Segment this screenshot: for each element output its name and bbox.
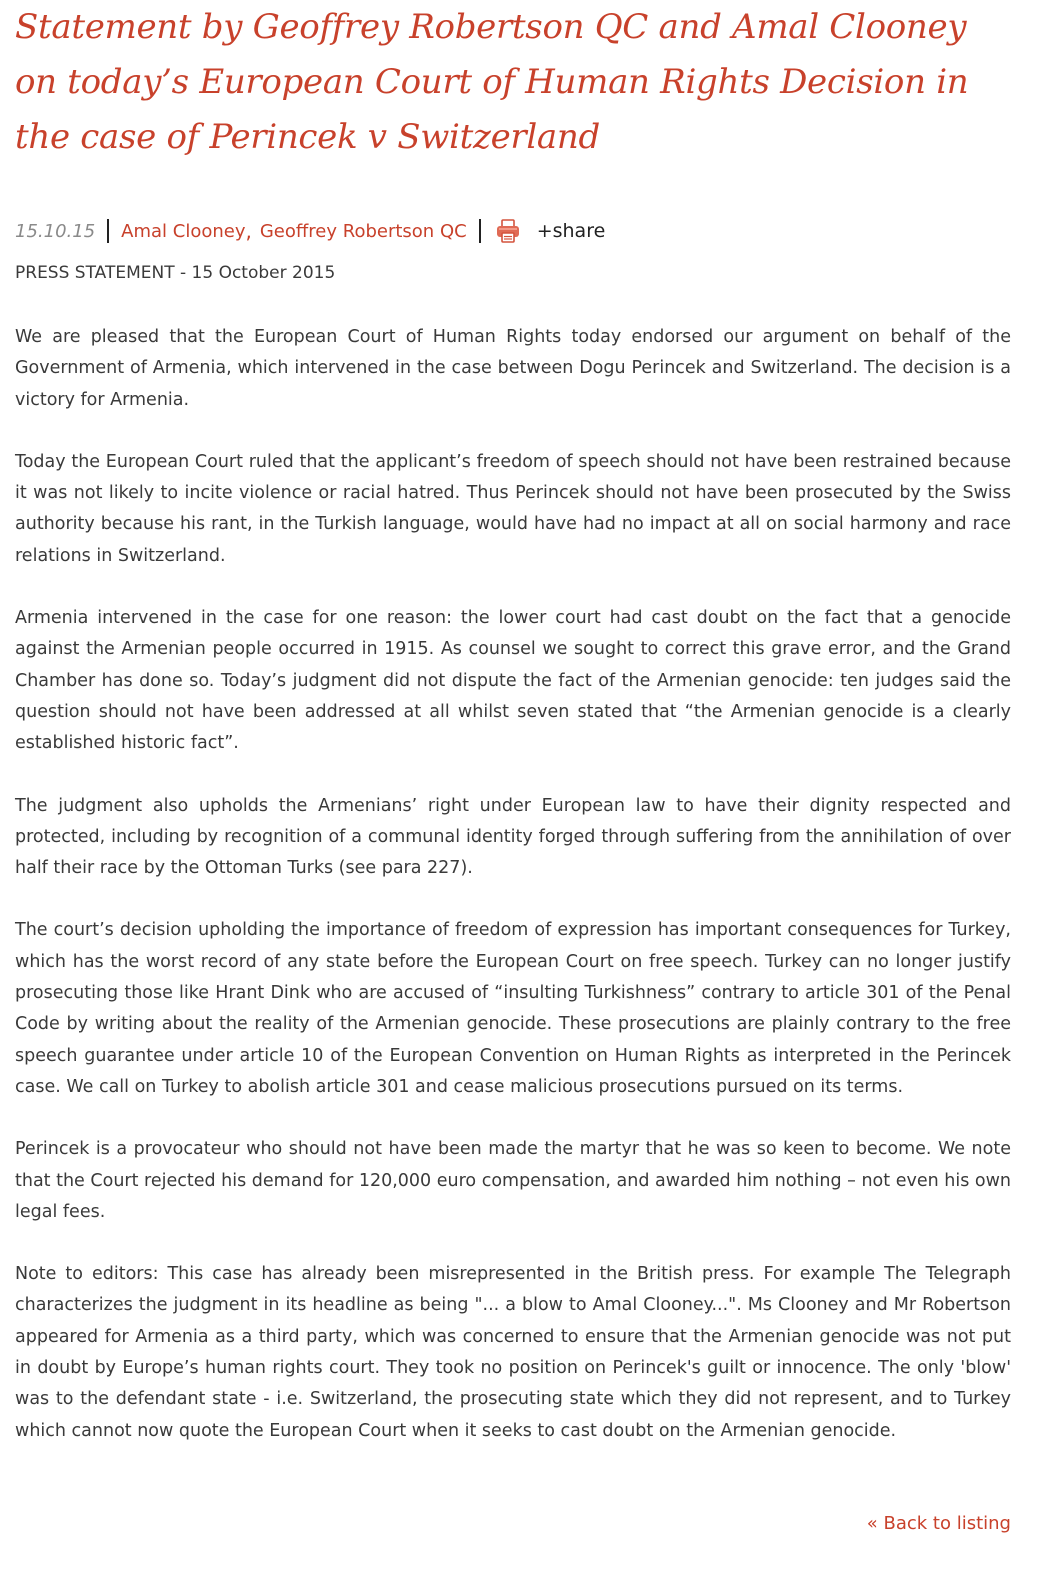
back-to-listing-link[interactable]: « Back to listing [866,1513,1011,1534]
paragraph: Armenia intervened in the case for one reason: the lower court had cast doubt on the fact that a genocide against the Armenian people occurred in 1915. As counsel we sought to correct this grave error, and the Grand Chamber has done so. Today’s judgment did not dispute the fact of the Armenian genocide: ten judges said the question should not have been addressed at all whilst seven stated that “the Armenian genocide is a clearly established historic fact”. [15,608,1011,754]
share-button[interactable]: +share [536,220,606,242]
article-title: Statement by Geoffrey Robertson QC and Amal Clooney on today’s European Court of Human Rights Decision in the case of Perincek v Switzerland [15,7,969,157]
paragraph: Note to editors: This case has already been misrepresented in the British press. For example The Telegraph characterizes the judgment in its headline as being "... a blow to Amal Clooney...". Ms Clooney and Mr Robertson appeared for Armenia as a third party, which was concerned to ensure that the Armenian genocide was not put in doubt by Europe’s human rights court. They took no position on Perincek's guilt or innocence. The only 'blow' was to the defendant state - i.e. Switzerland, the prosecuting state which they did not represent, and to Turkey which cannot now quote the European Court when it seeks to cast doubt on the Armenian genocide. [15,1264,1011,1441]
paragraph: The court’s decision upholding the importance of freedom of expression has important consequences for Turkey, which has the worst record of any state before the European Court on free speech. Turkey can no longer justify prosecuting those like Hrant Dink who are accused of “insulting Turkishness” contrary to article 301 of the Penal Code by writing about the reality of the Armenian genocide. These prosecutions are plainly contrary to the free speech guarantee under article 10 of the European Convention on Human Rights as interpreted in the Perincek case. We call on Turkey to abolish article 301 and cease malicious prosecutions pursued on its terms. [15,920,1011,1097]
author-link-amal-clooney[interactable]: Amal Clooney [121,220,246,242]
paragraph: Today the European Court ruled that the applicant’s freedom of speech should not have been restrained because it was not likely to incite violence or racial hatred. Thus Perincek should not have been prosecuted by the Swiss authority because his rant, in the Turkish language, would have had no impact at all on social harmony and race relations in Switzerland. [15,451,1011,566]
article-body [15,322,1011,1447]
meta-divider [479,219,481,243]
article-meta [15,215,1011,247]
paragraph: The judgment also upholds the Armenians’ right under European law to have their dignity respected and protected, including by recognition of a communal identity forged through suffering from the annihilation of over half their race by the Ottoman Turks (see para 227). [15,795,1011,879]
article-date: 15.10.15 [15,220,96,242]
paragraph: Perincek is a provocateur who should not have been made the martyr that he was so keen to become. We note that the Court rejected his demand for 120,000 euro compensation, and awarded him nothing – not even his own legal fees. [15,1139,1011,1222]
author-link-geoffrey-robertson[interactable]: Geoffrey Robertson QC [259,220,467,242]
paragraph: We are pleased that the European Court of Human Rights today endorsed our argument on behalf of the Government of Armenia, which intervened in the case between Dogu Perincek and Switzerland. The decision is a victory for Armenia. [15,327,1011,410]
press-statement-line: PRESS STATEMENT - 15 October 2015 [15,263,336,283]
author-separator: , [245,219,252,243]
article [15,0,1011,1447]
meta-divider [107,219,109,243]
printer-icon[interactable] [495,218,521,244]
